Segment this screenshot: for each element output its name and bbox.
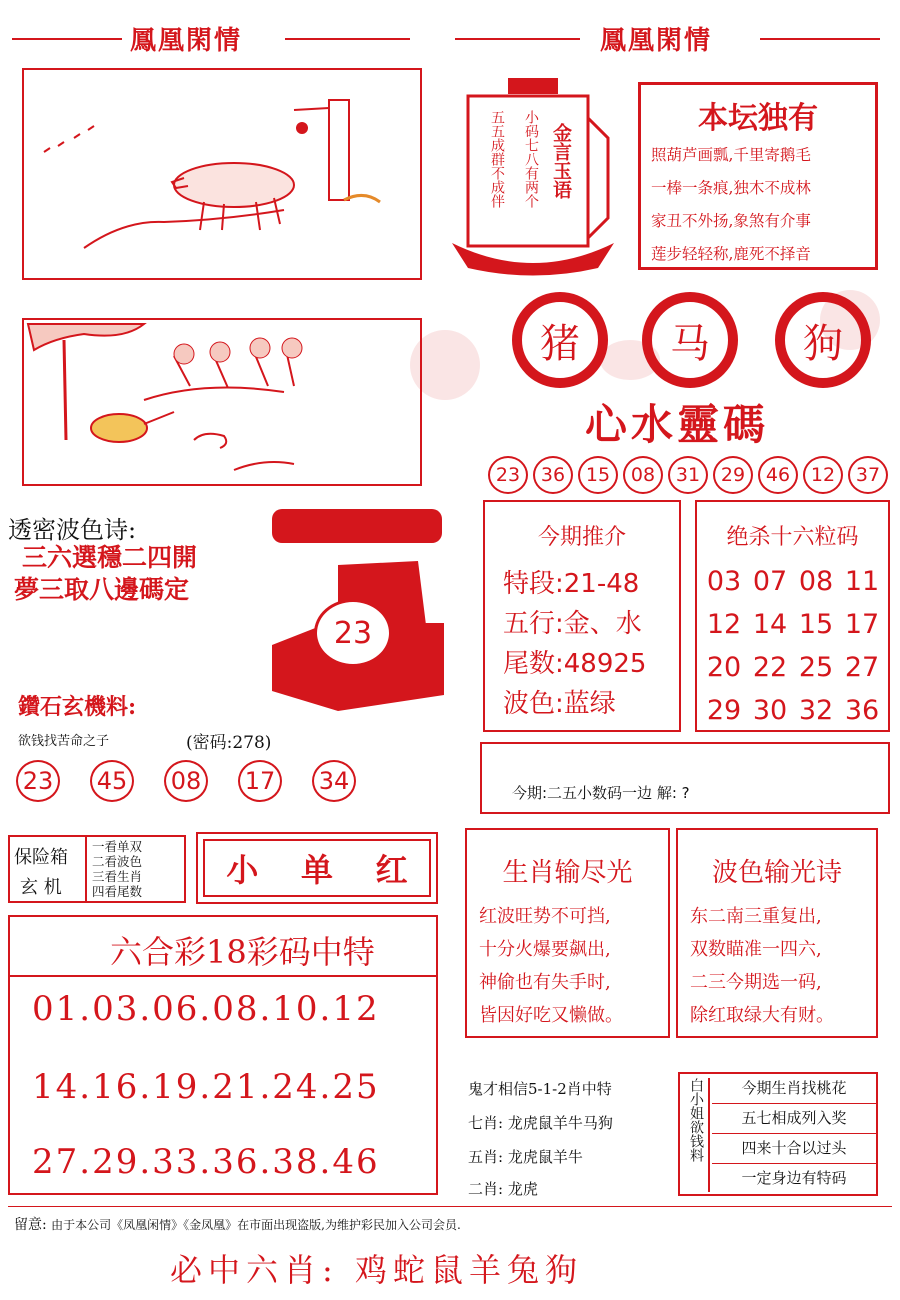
- exclusive-line: 一棒一条痕,独木不成林: [651, 179, 811, 197]
- wave-lose-title: 波色输光诗: [711, 858, 842, 888]
- diamond-number: 23: [16, 760, 60, 802]
- wave-lose-line: 双数瞄准一四六,: [690, 939, 822, 960]
- lhc18-title: 六合彩18彩码中特: [110, 933, 375, 971]
- zodiac-lose-panel: [465, 828, 670, 1038]
- zodiac-circle: 猪: [512, 292, 608, 388]
- must-code-number: 12: [803, 456, 843, 494]
- kill16-title: 绝杀十六粒码: [726, 525, 859, 550]
- miss-white-line: 今期生肖找桃花: [712, 1074, 876, 1104]
- wave-lose-lines: [690, 900, 834, 1032]
- safe-hint: 二看波色: [92, 854, 143, 869]
- bird-icon: [91, 414, 147, 442]
- zodiac-circle: 狗: [775, 292, 871, 388]
- spider-icon: [296, 122, 308, 134]
- recommend-five-elements: 五行:金、水: [503, 609, 642, 639]
- poem-wave-line1: 三六選穩二四開: [22, 543, 198, 572]
- safe-hint: 三看生肖: [92, 869, 143, 884]
- miss-white-lines: [712, 1074, 876, 1193]
- genius-five: 五肖: 龙虎鼠羊牛: [468, 1148, 583, 1166]
- lhc18-header: [10, 917, 436, 977]
- kill16-number: 20: [706, 652, 742, 683]
- zodiac-lose-line: 红波旺势不可挡,: [479, 906, 611, 927]
- safe-label1: 保险箱: [14, 847, 68, 868]
- wave-lose-line: 二三今期选一码,: [690, 972, 822, 993]
- header-rule: [285, 38, 410, 40]
- genius-title: 鬼才相信5-1-2肖中特: [468, 1080, 612, 1098]
- diamond-title: 鑽石玄機料:: [18, 694, 137, 720]
- miss-white-line: 四来十合以过头: [712, 1134, 876, 1164]
- poem-wave-title: 透密波色诗:: [8, 516, 137, 544]
- header-title-left: 鳳凰閑情: [130, 26, 243, 56]
- must-code-number: 36: [533, 456, 573, 494]
- ship-line1: 小码七八有两个: [523, 110, 539, 208]
- pig-drawing: [24, 70, 420, 278]
- diamond-number: 45: [90, 760, 134, 802]
- recommend-tail: 尾数:48925: [503, 649, 647, 679]
- zodiac-lose-lines: [479, 900, 623, 1032]
- kill16-number: 29: [706, 695, 742, 726]
- diamond-number: 34: [312, 760, 356, 802]
- exclusive-line: 家丑不外扬,象煞有介事: [651, 212, 811, 230]
- header-title-right: 鳳凰閑情: [600, 26, 713, 56]
- exclusive-line: 照葫芦画瓢,千里寄鹅毛: [651, 146, 811, 164]
- header-rule: [760, 38, 880, 40]
- kill16-number: 03: [706, 566, 742, 597]
- diamond-subtitle: 欲钱找苦命之子: [18, 734, 110, 749]
- zodiac-lose-line: 皆因好吃又懒做。: [479, 1005, 623, 1026]
- kill16-number: 14: [752, 609, 788, 640]
- diamond-password: (密码:278): [186, 733, 272, 753]
- ship-title: 金言玉语: [550, 123, 572, 199]
- miss-white-line: 一定身边有特码: [741, 1169, 847, 1187]
- pig-icon: [174, 163, 294, 207]
- notice-text: 由于本公司《凤凰闲情》《金凤凰》在市面出现盗版,为维护彩民加入公司会员.: [51, 1218, 461, 1232]
- kill16-panel: [695, 500, 890, 732]
- safe-hint: 一看单双: [92, 839, 143, 854]
- recommend-wave: 波色:蓝绿: [503, 689, 616, 719]
- genius-two: 二肖: 龙虎: [468, 1180, 538, 1198]
- must-code-number: 29: [713, 456, 753, 494]
- footer-rule: [8, 1206, 892, 1207]
- ship-line2: 五五成群不成伴: [489, 110, 505, 208]
- wave-lose-line: 除红取绿大有财。: [690, 1005, 834, 1026]
- kill16-grid: [701, 560, 885, 732]
- safe-answer-char: 红: [375, 851, 408, 889]
- must-code-number: 37: [848, 456, 888, 494]
- riddle-text: 今期:二五小数码一边 解: ?: [512, 784, 690, 802]
- safe-answer: [203, 839, 431, 897]
- kill16-number: 25: [798, 652, 834, 683]
- bird-illustration: [22, 318, 422, 486]
- wave-lose-panel: [676, 828, 878, 1038]
- must-code-number: 15: [578, 456, 618, 494]
- exclusive-line: 莲步轻轻称,鹿死不择音: [651, 245, 811, 263]
- kill16-number: 08: [798, 566, 834, 597]
- kill16-number: 32: [798, 695, 834, 726]
- exclusive-lines: [651, 139, 811, 271]
- header-rule: [12, 38, 122, 40]
- wave-lose-line: 东二南三重复出,: [690, 906, 822, 927]
- genius-seven: 七肖: 龙虎鼠羊牛马狗: [468, 1114, 613, 1132]
- kill16-number: 36: [844, 695, 880, 726]
- poem-wave-line2: 夢三取八邊碼定: [14, 575, 190, 604]
- zodiac-lose-line: 神偷也有失手时,: [479, 972, 611, 993]
- zodiac-lose-line: 十分火爆要飙出,: [479, 939, 611, 960]
- bird-drawing: [24, 320, 420, 484]
- must-code-numbers: [488, 456, 898, 494]
- lhc18-row: 14.16.19.21.24.25: [32, 1067, 380, 1107]
- lhc18-row: 27.29.33.36.38.46: [32, 1142, 380, 1182]
- must-code-number: 08: [623, 456, 663, 494]
- must-code-number: 23: [488, 456, 528, 494]
- recommend-title: 今期推介: [537, 525, 626, 550]
- zodiac-circle: 马: [642, 292, 738, 388]
- header-rule: [455, 38, 580, 40]
- diamond-number: 17: [238, 760, 282, 802]
- notice: [14, 1214, 461, 1234]
- kill16-number: 22: [752, 652, 788, 683]
- riddle-panel: [480, 742, 890, 814]
- notice-label: 留意:: [14, 1217, 47, 1233]
- kill16-number: 11: [844, 566, 880, 597]
- must-code-number: 31: [668, 456, 708, 494]
- safe-hints: [92, 839, 142, 899]
- recommend-lines: [503, 564, 646, 724]
- ship-panel: [448, 68, 618, 278]
- safe-answer-char: 小: [226, 851, 259, 889]
- lhc18-row: 01.03.06.08.10.12: [32, 989, 380, 1029]
- miss-white-panel: [678, 1072, 878, 1196]
- recommend-panel: [483, 500, 681, 732]
- safe-answer-panel: [196, 832, 438, 904]
- kill16-number: 17: [844, 609, 880, 640]
- safe-answer-char: 单: [300, 851, 333, 889]
- kill16-number: 27: [844, 652, 880, 683]
- kill16-number: 07: [752, 566, 788, 597]
- chest-number: 23: [314, 599, 392, 667]
- exclusive-panel: [638, 82, 878, 270]
- miss-white-label: 白小姐欲钱料: [682, 1078, 710, 1192]
- kill16-number: 30: [752, 695, 788, 726]
- lhc18-panel: [8, 915, 438, 1195]
- zodiac-lose-title: 生肖输尽光: [502, 858, 633, 888]
- treasure-chest: [268, 505, 448, 715]
- safe-panel: [8, 835, 186, 903]
- pig-illustration: [22, 68, 422, 280]
- kill16-number: 12: [706, 609, 742, 640]
- safe-label: [10, 837, 87, 901]
- must-code-title: 心水靈碼: [585, 400, 770, 449]
- diamond-number: 08: [164, 760, 208, 802]
- recommend-special: 特段:21-48: [503, 569, 640, 599]
- six-zodiac: 必中六肖: 鸡蛇鼠羊兔狗: [170, 1251, 583, 1289]
- kill16-number: 15: [798, 609, 834, 640]
- must-code-number: 46: [758, 456, 798, 494]
- miss-white-line: 五七相成列入奖: [712, 1104, 876, 1134]
- safe-hint: 四看尾数: [92, 884, 143, 899]
- safe-label2: 玄 机: [20, 877, 62, 898]
- exclusive-title: 本坛独有: [698, 101, 818, 136]
